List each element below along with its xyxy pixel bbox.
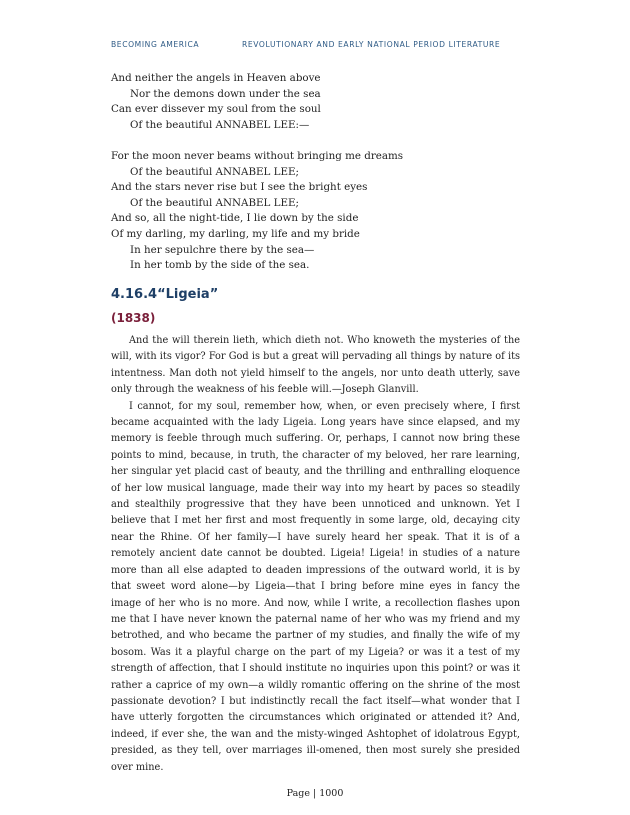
- poem-line: For the moon never beams without bringing me dreams: [111, 149, 404, 162]
- section-year: (1838): [111, 311, 156, 325]
- poem: [111, 71, 521, 274]
- section-title: REVOLUTIONARY AND EARLY NATIONAL PERIOD LITERATURE: [242, 40, 501, 49]
- poem-stanza: [111, 149, 521, 274]
- poem-line: Of the beautiful ANNABEL LEE:—: [130, 118, 310, 131]
- poem-line: And so, all the night-tide, I lie down by the side: [111, 212, 359, 225]
- poem-line: Of the beautiful ANNABEL LEE;: [130, 165, 299, 178]
- poem-line: And neither the angels in Heaven above: [111, 72, 321, 84]
- section-number: 4.16.4: [111, 287, 158, 302]
- page-number: Page | 1000: [286, 788, 344, 799]
- poem-line: In her sepulchre there by the sea—: [130, 243, 315, 256]
- poem-line: Can ever dissever my soul from the soul: [111, 103, 321, 116]
- poem-line: Of the beautiful ANNABEL LEE;: [130, 196, 299, 209]
- paragraph: I cannot, for my soul, remember how, when, or even precisely where, I first became acquainted with the lady Ligeia. Long years have since elapsed, and my memory is feeble through much suffering. Or, perhaps, I cannot now bring these points to mind, because, in truth, the character of my beloved, her rare learning, her singular yet placid cast of beauty, and the thrilling and enthralling eloquence of her low musical language, made their way into my heart by paces so steadily and stealthily progressive that they have been unnoticed and unknown. Yet I believe that I met her first and most frequently in some large, old, decaying city near the Rhine. Of her family—I have surely heard her speak. That it is of a remotely ancient date cannot be doubted. Ligeia! Ligeia! in studies of a nature more than all else adapted to deaden impressions of the outward world, it is by that sweet word alone—by Ligeia—that I bring before mine eyes in fancy the image of her who is no more. And now, while I write, a recollection flashes upon me that I have never known the paternal name of her who was my friend and my betrothed, and who became the partner of my studies, and finally the wife of my bosom. Was it a playful charge on the part of my Ligeia? or was it a test of my strength of affection, that I should institute no inquiries upon this point? or was it rather a caprice of my own—a wildly romantic offering on the shrine of the most passionate devotion? I but indistinctly recall the fact itself—what wonder that I have utterly forgotten the circumstances which originated or attended it? And, indeed, if ever she, the wan and the misty-winged Ashtophet of idolatrous Egypt, presided, as they tell, over marriages ill-omened, then most surely she presided over mine.: [111, 400, 520, 773]
- epigraph: And the will therein lieth, which dieth not. Who knoweth the mysteries of the will, with its vigor? For God is but a great will pervading all things by nature of its intentness. Man doth not yield himself to the angels, nor unto death utterly, save only through the weakness of his feeble will.—Joseph Glanvill.: [111, 335, 520, 396]
- prose-body: [111, 333, 520, 776]
- section-heading: [111, 287, 218, 302]
- poem-line: Nor the demons down under the sea: [130, 87, 321, 100]
- poem-line: And the stars never rise but I see the bright eyes: [111, 181, 368, 194]
- poem-stanza: [111, 71, 521, 133]
- poem-line: In her tomb by the side of the sea.: [130, 259, 310, 272]
- poem-line: Of my darling, my darling, my life and my bride: [111, 227, 360, 240]
- section-title-text: “Ligeia”: [157, 287, 219, 302]
- book-title: BECOMING AMERICA: [111, 40, 200, 49]
